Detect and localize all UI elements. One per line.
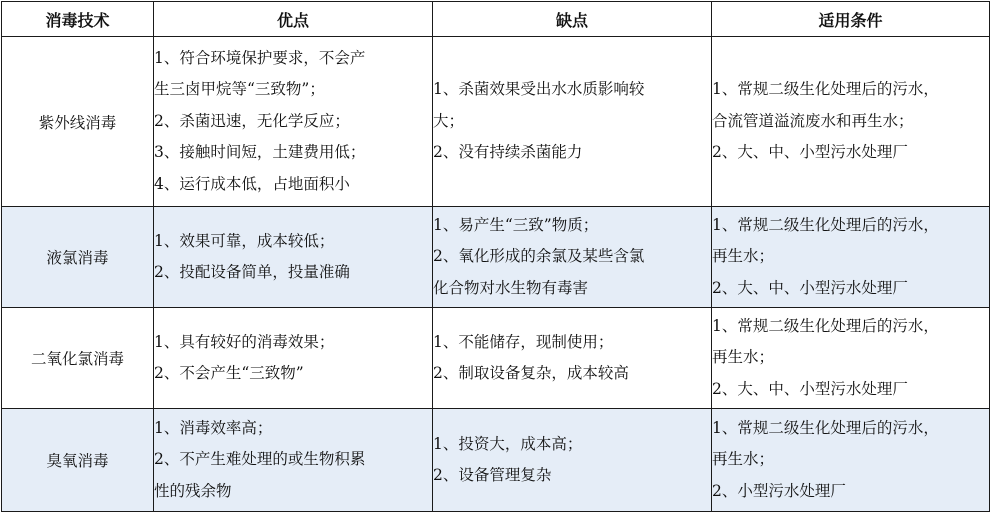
technology-name: 紫外线消毒 <box>2 37 154 207</box>
header-conditions: 适用条件 <box>712 2 990 37</box>
cons-cell <box>433 409 712 512</box>
conditions-line: 2、大、中、小型污水处理厂 <box>712 278 908 297</box>
cons-cell <box>433 37 712 207</box>
pros-line: 生三卤甲烷等“三致物”； <box>154 80 325 99</box>
pros-line: 4、运行成本低，占地面积小 <box>154 174 350 193</box>
cons-line: 1、投资大，成本高； <box>433 434 583 453</box>
pros-cell <box>154 308 433 409</box>
conditions-cell <box>712 207 990 308</box>
cons-line: 2、设备管理复杂 <box>433 466 552 484</box>
pros-line: 1、消毒效率高； <box>154 418 273 437</box>
table-row <box>2 308 990 409</box>
cons-line: 大； <box>433 111 465 130</box>
conditions-cell <box>712 37 990 207</box>
cons-line: 1、易产生“三致”物质； <box>433 215 599 234</box>
conditions-line: 2、大、中、小型污水处理厂 <box>712 379 908 398</box>
header-cons: 缺点 <box>433 2 712 37</box>
pros-line: 1、效果可靠，成本较低； <box>154 231 335 250</box>
table-row <box>2 207 990 308</box>
conditions-line: 1、常规二级生化处理后的污水， <box>712 215 939 234</box>
technology-name: 二氧化氯消毒 <box>2 308 154 409</box>
cons-cell <box>433 308 712 409</box>
conditions-line: 再生水； <box>712 247 775 266</box>
pros-cell <box>154 37 433 207</box>
pros-line: 1、符合环境保护要求，不会产 <box>154 48 366 67</box>
pros-cell <box>154 207 433 308</box>
pros-line: 2、不会产生“三致物” <box>154 364 304 382</box>
table-row <box>2 409 990 512</box>
cons-line: 2、制取设备复杂，成本较高 <box>433 364 629 382</box>
pros-line: 1、具有较好的消毒效果； <box>154 332 335 351</box>
conditions-line: 2、小型污水处理厂 <box>712 481 846 500</box>
pros-line: 2、杀菌迅速，无化学反应； <box>154 111 350 130</box>
technology-name: 液氯消毒 <box>2 207 154 308</box>
technology-name: 臭氧消毒 <box>2 409 154 512</box>
pros-line: 2、不产生难处理的或生物积累 <box>154 450 366 469</box>
conditions-line: 合流管道溢流废水和再生水； <box>712 111 914 130</box>
cons-line: 1、不能储存，现制使用； <box>433 332 614 351</box>
conditions-line: 1、常规二级生化处理后的污水， <box>712 80 939 99</box>
conditions-line: 再生水； <box>712 348 775 367</box>
header-technology: 消毒技术 <box>2 2 154 37</box>
conditions-line: 再生水； <box>712 450 775 469</box>
pros-line: 2、投配设备简单，投量准确 <box>154 263 350 281</box>
cons-cell <box>433 207 712 308</box>
conditions-cell <box>712 308 990 409</box>
cons-line: 化合物对水生物有毒害 <box>433 278 589 297</box>
pros-line: 性的残余物 <box>154 481 232 500</box>
conditions-cell <box>712 409 990 512</box>
cons-line: 1、杀菌效果受出水水质影响较 <box>433 80 645 99</box>
pros-cell <box>154 409 433 512</box>
cons-line: 2、氧化形成的余氯及某些含氯 <box>433 247 645 266</box>
conditions-line: 1、常规二级生化处理后的污水， <box>712 316 939 335</box>
conditions-line: 1、常规二级生化处理后的污水， <box>712 418 939 437</box>
conditions-line: 2、大、中、小型污水处理厂 <box>712 143 908 162</box>
table-row <box>2 37 990 207</box>
cons-line: 2、没有持续杀菌能力 <box>433 143 583 162</box>
table-header-row <box>2 2 990 37</box>
pros-line: 3、接触时间短，土建费用低； <box>154 143 366 162</box>
header-pros: 优点 <box>154 2 433 37</box>
disinfection-comparison-table <box>1 1 990 512</box>
